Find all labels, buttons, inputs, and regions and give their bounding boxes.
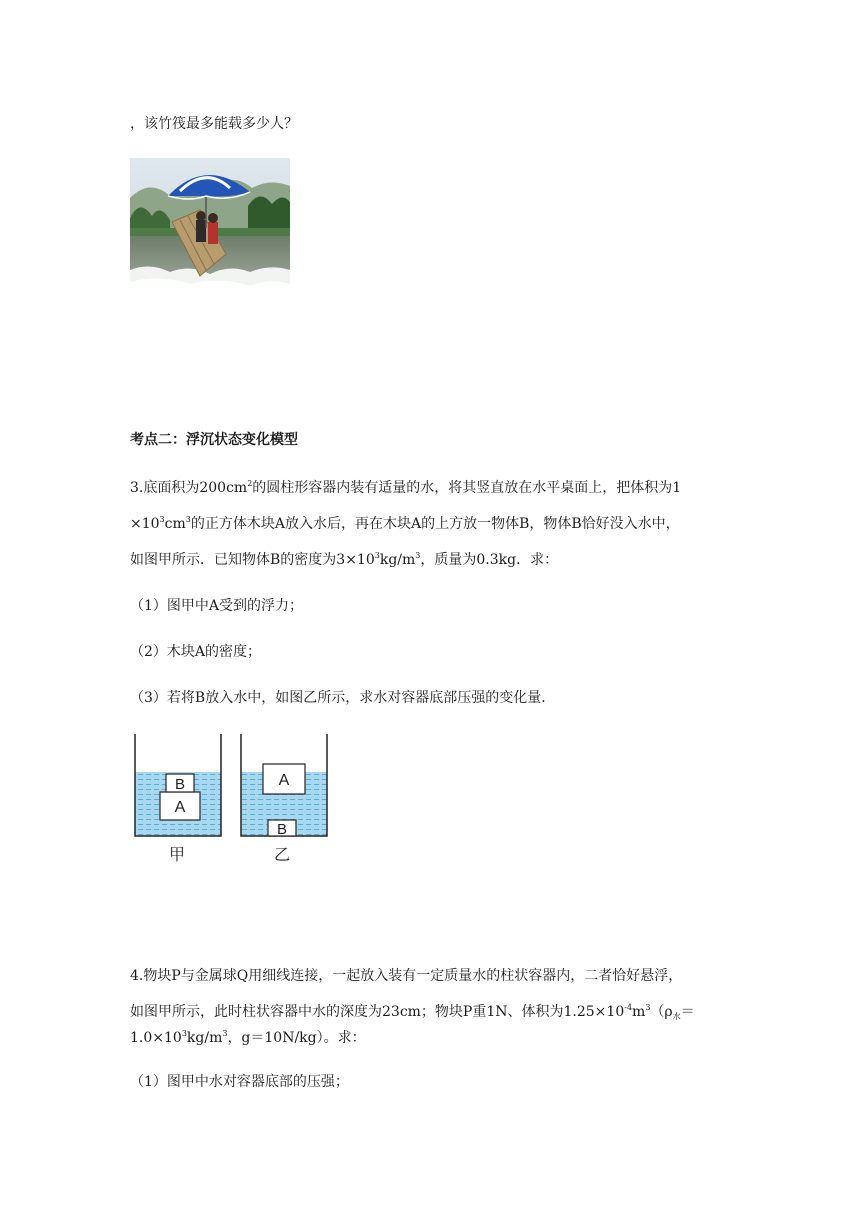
block-a-right: A bbox=[278, 772, 290, 789]
container-right bbox=[241, 734, 327, 838]
container-left bbox=[135, 734, 221, 836]
section-title: 考点二：浮沉状态变化模型 bbox=[130, 432, 298, 448]
q3-sub-3: （3）若将B放入水中，如图乙所示，求水对容器底部压强的变化量． bbox=[130, 690, 556, 706]
q4-line-2: 如图甲所示，此时柱状容器中水的深度为23cm；物块P重1N、体积为$1.25\times 10^{-4}m^3(\rho_水=$ bbox=[130, 1003, 695, 1021]
q3-sub-2: （2）木块A的密度； bbox=[130, 644, 262, 660]
block-b-left: B bbox=[174, 776, 186, 793]
container-diagram bbox=[130, 732, 335, 868]
q3-line-3: 如图甲所示．已知物体B的密度为$3\times 10^3kg/m^3$，质量为0.3kg．求： bbox=[130, 551, 559, 568]
caption-yi: 乙 bbox=[273, 845, 291, 864]
q4-line-3: $1.0\times 10^3kg/m^3$，g＝10N/kg）。求： bbox=[130, 1029, 366, 1046]
q3-line-1: 3.底面积为$200cm^2$的圆柱形容器内装有适量的水，将其竖直放在水平桌面上，把体积为1 bbox=[130, 479, 682, 496]
block-a-left: A bbox=[174, 799, 186, 816]
q3-sub-1: （1）图甲中A受到的浮力； bbox=[130, 598, 304, 614]
block-b-right: B bbox=[276, 821, 288, 838]
q3-line-2: $\times 10^3cm^3$的正方体木块A放入水后，再在木块A的上方放一物体B，物体B恰好没入水中， bbox=[130, 515, 680, 532]
q4-line-1: 4.物块P与金属球Q用细线连接，一起放入装有一定质量水的柱状容器内，二者恰好悬浮， bbox=[130, 968, 683, 984]
question-continuation: ，该竹筏最多能载多少人？ bbox=[130, 116, 298, 132]
q4-sub-1: （1）图甲中水对容器底部的压强； bbox=[130, 1074, 349, 1090]
caption-jia: 甲 bbox=[168, 845, 186, 864]
bamboo-raft-photo bbox=[130, 158, 290, 300]
